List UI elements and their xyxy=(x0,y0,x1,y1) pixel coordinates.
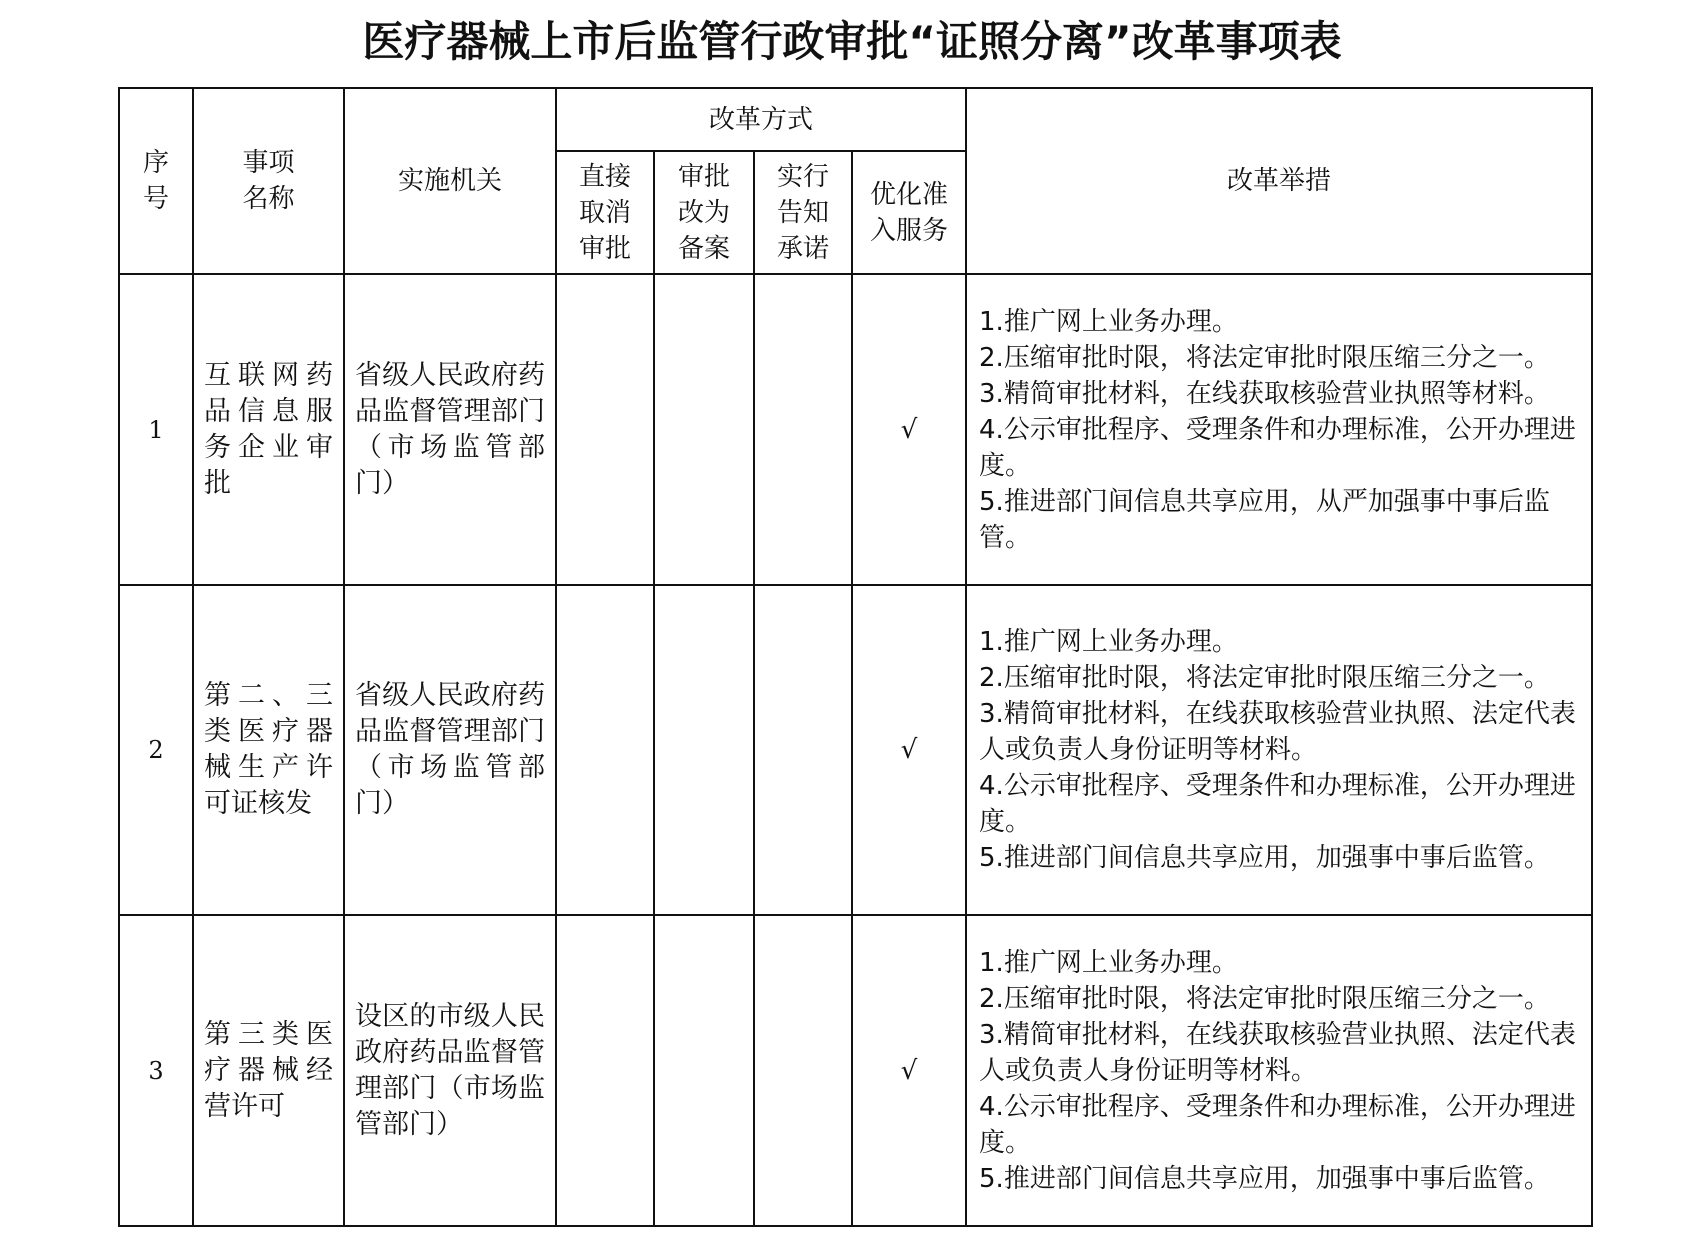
measure-item: 4.公示审批程序、受理条件和办理标准，公开办理进度。 xyxy=(979,414,1576,481)
measure-item: 5.推进部门间信息共享应用，加强事中事后监管。 xyxy=(979,1163,1550,1194)
measure-item: 4.公示审批程序、受理条件和办理标准，公开办理进度。 xyxy=(979,771,1576,837)
measure-item: 5.推进部门间信息共享应用，从严加强事中事后监管。 xyxy=(979,486,1550,553)
header-seq: 序 号 xyxy=(119,88,193,274)
row-seq: 2 xyxy=(119,585,193,915)
row-agency: 省级人民政府药品监督管理部门（市场监管部门） xyxy=(344,585,556,915)
row-item-name: 互联网药品信息服务企业审批 xyxy=(193,274,344,585)
measure-item: 3.精简审批材料，在线获取核验营业执照、法定代表人或负责人身份证明等材料。 xyxy=(979,1019,1576,1086)
header-measures: 改革举措 xyxy=(966,88,1592,274)
measure-item: 2.压缩审批时限，将法定审批时限压缩三分之一。 xyxy=(979,663,1550,693)
row-seq: 1 xyxy=(119,274,193,585)
row-cancel xyxy=(556,915,654,1226)
reform-table xyxy=(118,87,1593,1227)
row-cancel xyxy=(556,585,654,915)
measure-item: 3.精简审批材料，在线获取核验营业执照、法定代表人或负责人身份证明等材料。 xyxy=(979,699,1576,765)
row-item-name: 第二、三类医疗器械生产许可证核发 xyxy=(193,585,344,915)
row-item-name: 第三类医疗器械经营许可 xyxy=(193,915,344,1226)
measure-item: 2.压缩审批时限，将法定审批时限压缩三分之一。 xyxy=(979,342,1550,373)
measure-item: 3.精简审批材料，在线获取核验营业执照等材料。 xyxy=(979,378,1550,409)
measure-item: 1.推广网上业务办理。 xyxy=(979,947,1238,978)
table-row xyxy=(119,915,1592,1226)
table-row xyxy=(119,585,1592,915)
measure-item: 4.公示审批程序、受理条件和办理标准，公开办理进度。 xyxy=(979,1091,1576,1158)
header-row-top xyxy=(119,88,1592,151)
row-measures xyxy=(966,585,1592,915)
row-seq: 3 xyxy=(119,915,193,1226)
row-optimize-check: √ xyxy=(852,915,966,1226)
table-row xyxy=(119,274,1592,585)
row-filing xyxy=(654,585,754,915)
row-notify xyxy=(754,274,852,585)
row-notify xyxy=(754,915,852,1226)
row-optimize-check: √ xyxy=(852,274,966,585)
measure-item: 1.推广网上业务办理。 xyxy=(979,627,1238,657)
page-title: 医疗器械上市后监管行政审批“证照分离”改革事项表 xyxy=(362,17,1342,66)
measure-item: 5.推进部门间信息共享应用，加强事中事后监管。 xyxy=(979,843,1550,873)
header-reform-mode: 改革方式 xyxy=(556,88,966,151)
row-optimize-check: √ xyxy=(852,585,966,915)
row-filing xyxy=(654,274,754,585)
measure-item: 1.推广网上业务办理。 xyxy=(979,306,1238,337)
row-agency: 省级人民政府药品监督管理部门（市场监管部门） xyxy=(344,274,556,585)
header-notify: 实行 告知 承诺 xyxy=(754,151,852,274)
header-optimize: 优化准 入服务 xyxy=(852,151,966,274)
header-item-name: 事项 名称 xyxy=(193,88,344,274)
row-agency: 设区的市级人民政府药品监督管理部门（市场监管部门） xyxy=(344,915,556,1226)
header-cancel: 直接 取消 审批 xyxy=(556,151,654,274)
header-agency: 实施机关 xyxy=(344,88,556,274)
row-notify xyxy=(754,585,852,915)
row-measures xyxy=(966,274,1592,585)
row-measures xyxy=(966,915,1592,1226)
row-cancel xyxy=(556,274,654,585)
row-filing xyxy=(654,915,754,1226)
header-filing: 审批 改为 备案 xyxy=(654,151,754,274)
measure-item: 2.压缩审批时限，将法定审批时限压缩三分之一。 xyxy=(979,983,1550,1014)
